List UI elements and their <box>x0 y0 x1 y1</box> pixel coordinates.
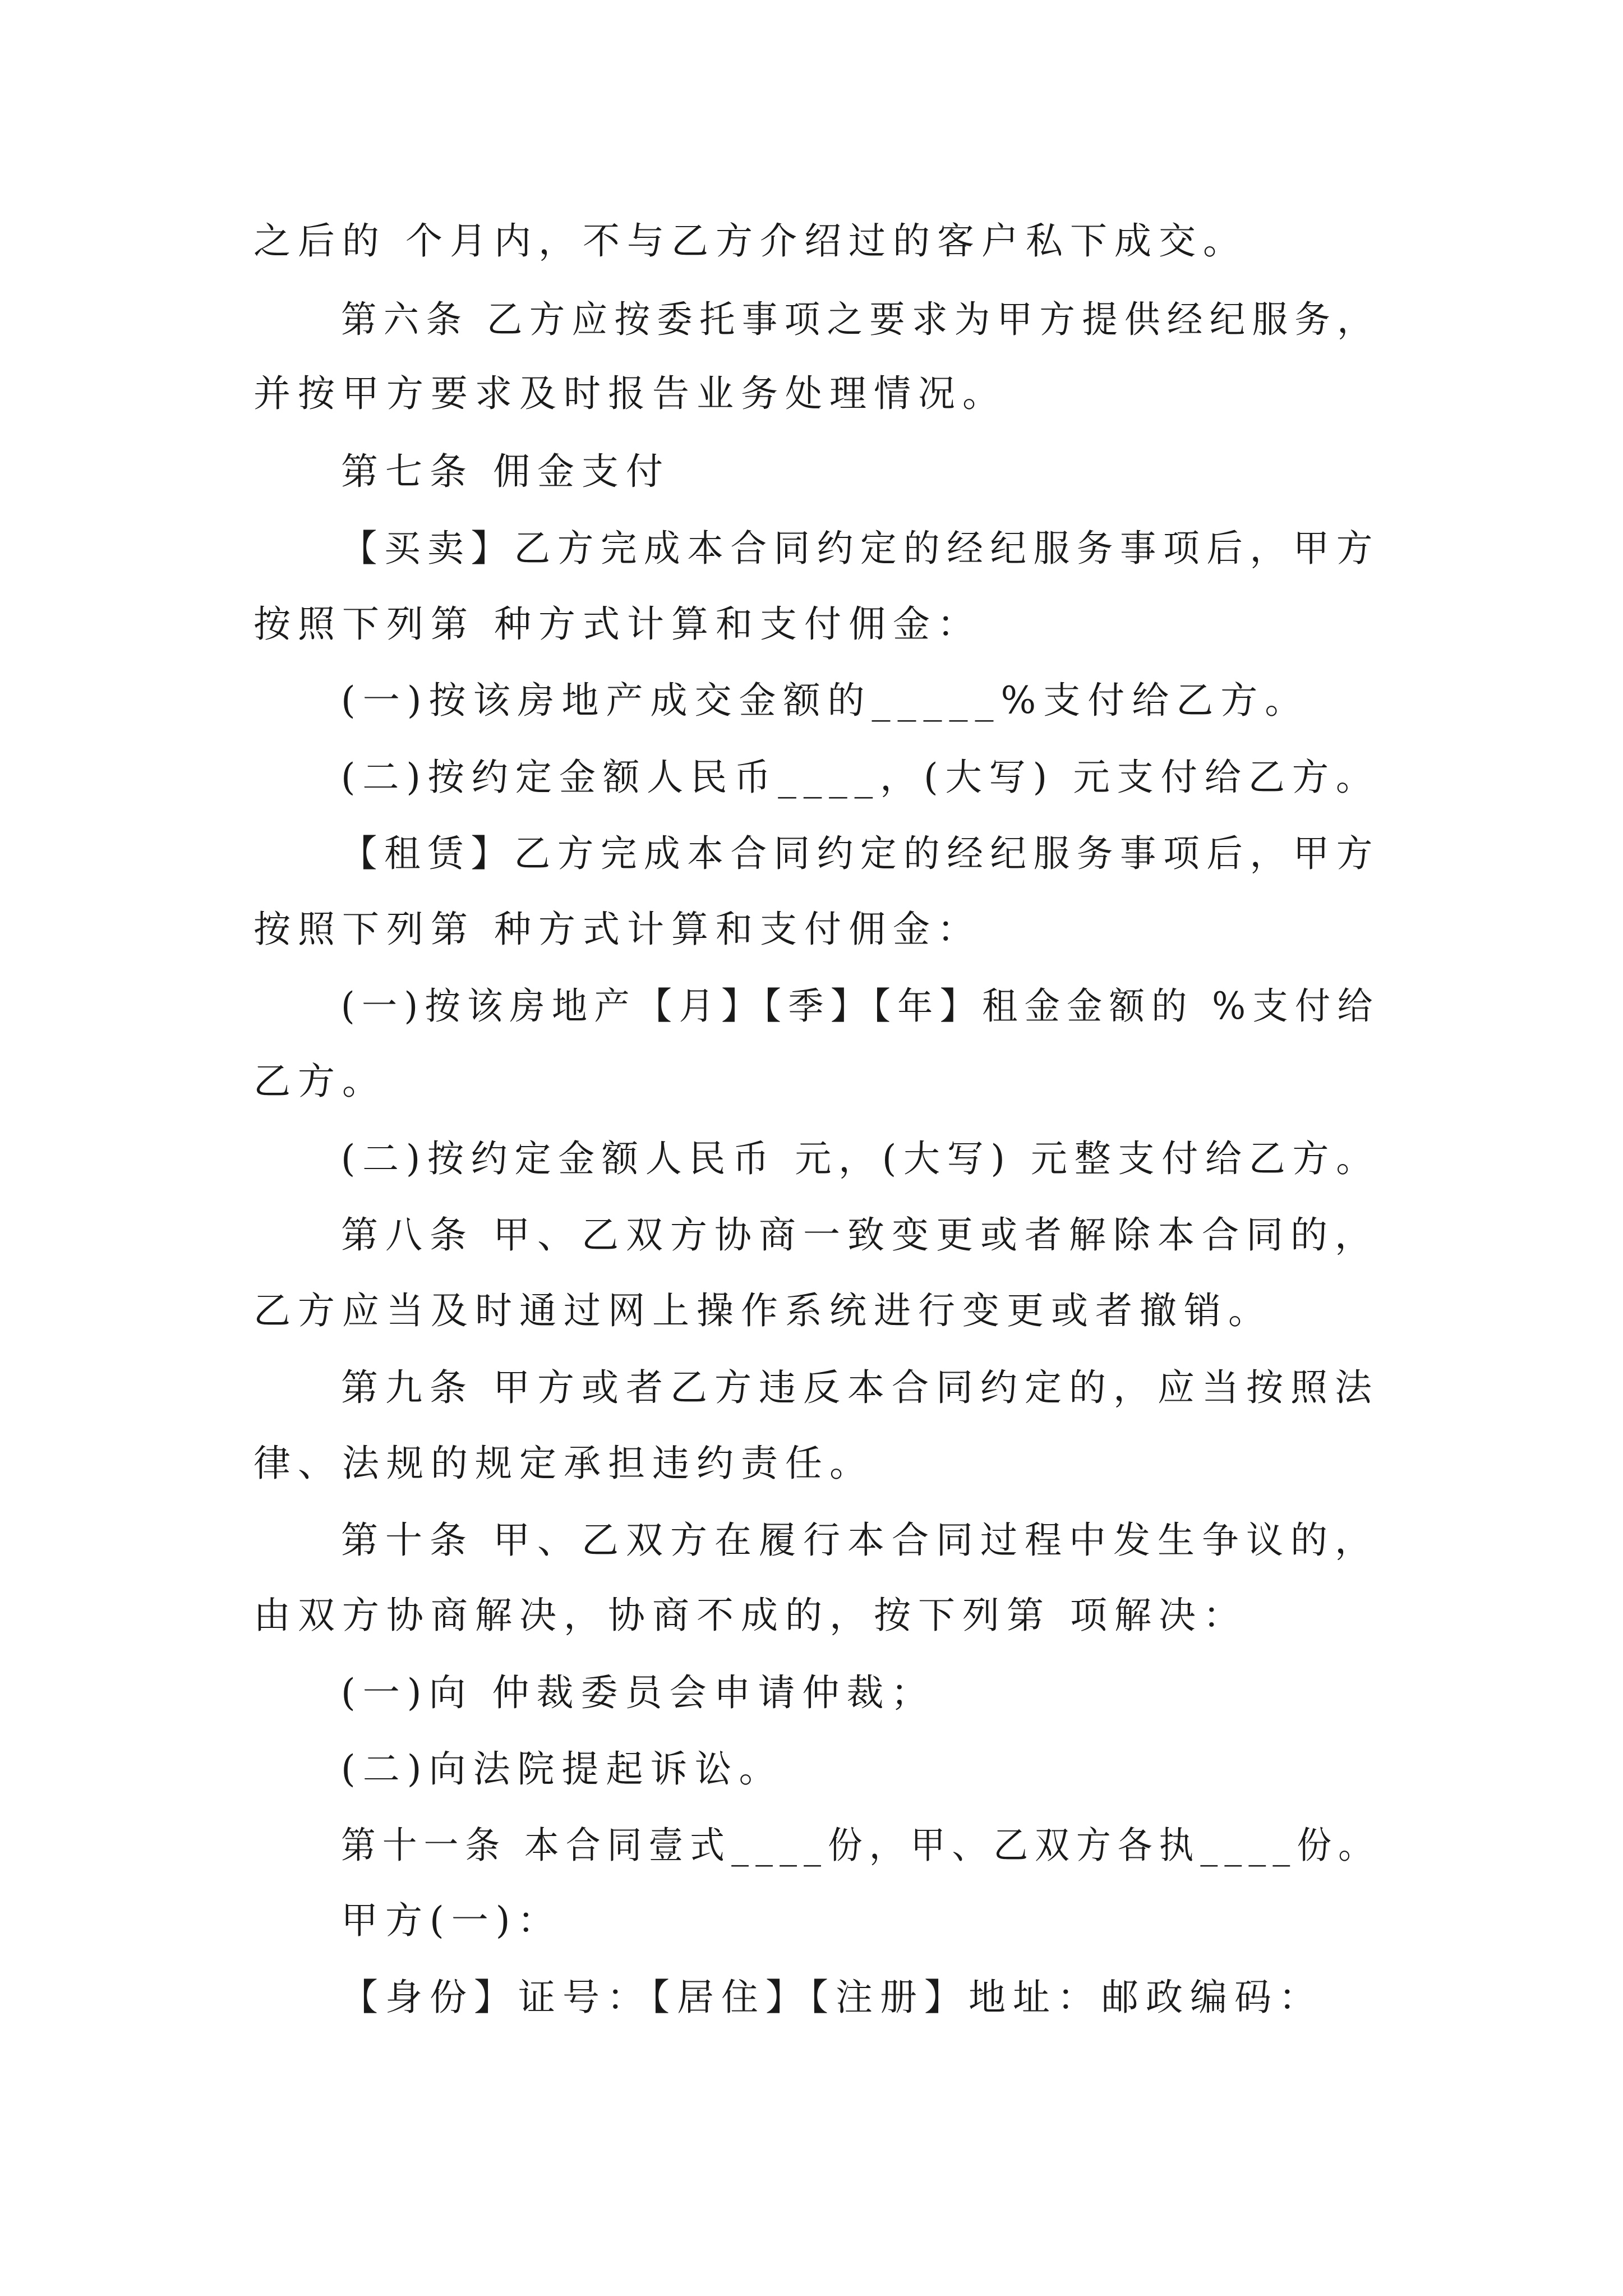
text-line: 乙方应当及时通过网上操作系统进行变更或者撤销。 <box>253 1289 1272 1332</box>
text-line: 甲方(一)： <box>341 1899 562 1942</box>
text-line: (一)向 仲裁委员会申请仲裁； <box>341 1671 935 1714</box>
text-line: 【买卖】乙方完成本合同约定的经纪服务事项后，甲方 <box>341 527 1380 570</box>
text-line: 律、法规的规定承担违约责任。 <box>253 1442 874 1485</box>
text-line: 第九条 甲方或者乙方违反本合同约定的，应当按照法 <box>341 1366 1379 1409</box>
text-line: (二)向法院提起诉讼。 <box>341 1747 783 1791</box>
text-line: 第十条 甲、乙双方在履行本合同过程中发生争议的， <box>341 1519 1379 1562</box>
text-line: 第十一条 本合同壹式____份，甲、乙双方各执____份。 <box>341 1824 1380 1867</box>
text-line: 由双方协商解决，协商不成的，按下列第 项解决： <box>253 1594 1247 1637</box>
text-line: (一)按该房地产【月】【季】【年】租金金额的 %支付给 <box>341 984 1380 1028</box>
text-line: 乙方。 <box>253 1060 386 1103</box>
text-line: 按照下列第 种方式计算和支付佣金： <box>253 908 981 951</box>
text-line: 第八条 甲、乙双方协商一致变更或者解除本合同的， <box>341 1213 1379 1257</box>
text-line: 第七条 佣金支付 <box>341 450 670 493</box>
text-line: (二)按约定金额人民币____，(大写) 元支付给乙方。 <box>341 756 1380 799</box>
text-line: (二)按约定金额人民币 元，(大写) 元整支付给乙方。 <box>341 1137 1380 1180</box>
text-line: 之后的 个月内，不与乙方介绍过的客户私下成交。 <box>253 219 1247 263</box>
text-line: (一)按该房地产成交金额的_____%支付给乙方。 <box>341 679 1310 722</box>
text-line: 按照下列第 种方式计算和支付佣金： <box>253 602 981 646</box>
text-line: 【租赁】乙方完成本合同约定的经纪服务事项后，甲方 <box>341 832 1380 875</box>
text-line: 【身份】证号：【居住】【注册】地址：邮政编码： <box>341 1976 1323 2019</box>
text-line: 第六条 乙方应按委托事项之要求为甲方提供经纪服务， <box>341 298 1380 341</box>
text-line: 并按甲方要求及时报告业务处理情况。 <box>253 372 1007 415</box>
